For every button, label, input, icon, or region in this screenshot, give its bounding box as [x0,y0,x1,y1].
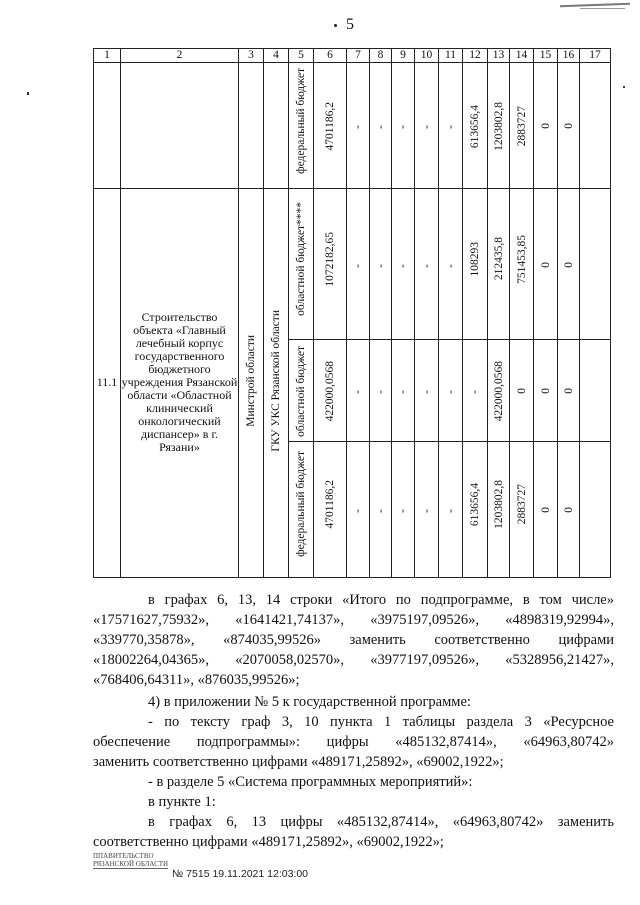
total-cell: 4701186,2 [314,63,347,189]
funding-source-cell: областной бюджет [289,340,314,442]
text-line: 4) в приложении № 5 к государственной программе: [148,694,471,710]
stamp-line: ППАВИТЕЛЬСТВО [93,852,154,860]
value-cell: - [415,441,439,577]
table-header-row [94,49,611,63]
value-cell: - [392,189,415,340]
text-line: - по тексту граф 3, 10 пункта 1 таблицы раздела 3 «Ресурсное [148,714,614,730]
col-header: 16 [558,49,580,63]
scan-speck [623,86,625,88]
cell-empty [580,189,611,340]
text-line: в пункте 1: [148,794,216,810]
budget-table [93,48,611,578]
col-header: 12 [463,49,488,63]
col-header: 3 [239,49,264,63]
value-cell: 0 [558,63,580,189]
text-line: в графах 6, 13 цифры «485132,87414», «64963,80742» заменить [148,814,614,830]
value-cell: 0 [534,189,558,340]
value-cell: - [370,441,392,577]
paragraph-graphs-change [148,590,614,610]
value-cell: 0 [558,189,580,340]
registration-stamp [93,852,168,869]
value-cell: - [439,441,463,577]
col-header: 7 [347,49,370,63]
text-line: - в разделе 5 «Система программных мероприятий»: [148,774,473,790]
total-cell: 422000,0568 [314,340,347,442]
cell-empty [121,63,239,189]
responsible-executor: Минстрой области [239,189,264,578]
value-cell: 0 [534,340,558,442]
table-row [94,63,611,189]
table-row [94,189,611,340]
scan-artifact [560,3,630,7]
document-reference: № 7515 19.11.2021 12:03:00 [172,868,309,880]
value-cell: - [415,189,439,340]
value-cell: 2883727 [510,63,534,189]
col-header: 6 [314,49,347,63]
value-cell: 0 [534,441,558,577]
total-cell: 4701186,2 [314,441,347,577]
text-line: обеспечение подпрограммы»: цифры «485132,87414», «64963,80742» [93,734,614,750]
scan-artifact [580,8,625,9]
col-header: 2 [121,49,239,63]
col-header: 5 [289,49,314,63]
value-cell: - [415,340,439,442]
value-cell: 1203802,8 [488,63,510,189]
value-cell: - [439,189,463,340]
item-description: Строительство объекта «Главный лечебный корпус государственного бюджетного учреждения Рязанской области «Областной клинический онкологический диспансер» в г. Рязани» [121,189,239,578]
value-cell: - [370,63,392,189]
value-cell: 1203802,8 [488,441,510,577]
cell-empty [264,63,289,189]
cell-empty [580,340,611,442]
col-header: 4 [264,49,289,63]
col-header: 17 [580,49,611,63]
value-cell: 613656,4 [463,441,488,577]
paragraph-graphs-6-13-cont [93,832,614,852]
value-cell: - [347,340,370,442]
cell-empty [580,63,611,189]
value-cell: 0 [558,441,580,577]
paragraph-graphs-change-cont [93,610,614,690]
total-cell: 1072182,65 [314,189,347,340]
col-header: 10 [415,49,439,63]
paragraph-section5 [148,772,616,812]
value-cell: 0 [534,63,558,189]
value-cell: - [439,63,463,189]
paragraph-appendix [148,692,616,712]
scan-dot [334,24,337,27]
funding-source-cell: федеральный бюджет [289,441,314,577]
value-cell: 212435,8 [488,189,510,340]
value-cell: 613656,4 [463,63,488,189]
value-cell: - [392,340,415,442]
value-cell: - [370,189,392,340]
item-number: 11.1 [94,189,121,578]
cell-empty [580,441,611,577]
col-header: 14 [510,49,534,63]
col-header: 1 [94,49,121,63]
page-number: 5 [346,16,354,33]
text-line: «18002264,04365», «2070058,02570», «3977197,09526», «5328956,21427», [93,652,614,668]
cell-empty [94,63,121,189]
cell-empty [239,63,264,189]
value-cell: - [463,340,488,442]
col-header: 13 [488,49,510,63]
col-header: 15 [534,49,558,63]
text-line: «339770,35878», «874035,99526» заменить соответственно цифрами [93,632,614,648]
value-cell: - [347,189,370,340]
paragraph-section3-cont [93,732,614,772]
value-cell: 108293 [463,189,488,340]
scan-speck [27,92,29,95]
value-cell: - [347,63,370,189]
value-cell: - [439,340,463,442]
col-header: 11 [439,49,463,63]
col-header: 9 [392,49,415,63]
text-line: заменить соответственно цифрами «489171,25892», «69002,1922»; [93,754,504,770]
text-line: в графах 6, 13, 14 строки «Итого по подпрограмме, в том числе» [148,592,614,608]
value-cell: 0 [558,340,580,442]
contractor: ГКУ УКС Рязанской области [264,189,289,578]
col-header: 8 [370,49,392,63]
text-line: «17571627,75932», «1641421,74137», «3975197,09526», «4898319,92994», [93,612,614,628]
paragraph-graphs-6-13 [148,812,614,832]
value-cell: 751453,85 [510,189,534,340]
value-cell: - [415,63,439,189]
funding-source-cell: федеральный бюджет [289,63,314,189]
value-cell: - [392,441,415,577]
stamp-line: РЯЗАНСКОЙ ОБЛАСТИ [93,860,169,868]
value-cell: 2883727 [510,441,534,577]
text-line: соответственно цифрами «489171,25892», «69002,1922»; [93,834,444,850]
value-cell: 422000,0568 [488,340,510,442]
value-cell: 0 [510,340,534,442]
value-cell: - [370,340,392,442]
value-cell: - [392,63,415,189]
text-line: «768406,64311», «876035,99526»; [93,672,300,688]
funding-source-cell: областной бюджет**** [289,189,314,340]
value-cell: - [347,441,370,577]
paragraph-section3 [148,712,614,732]
